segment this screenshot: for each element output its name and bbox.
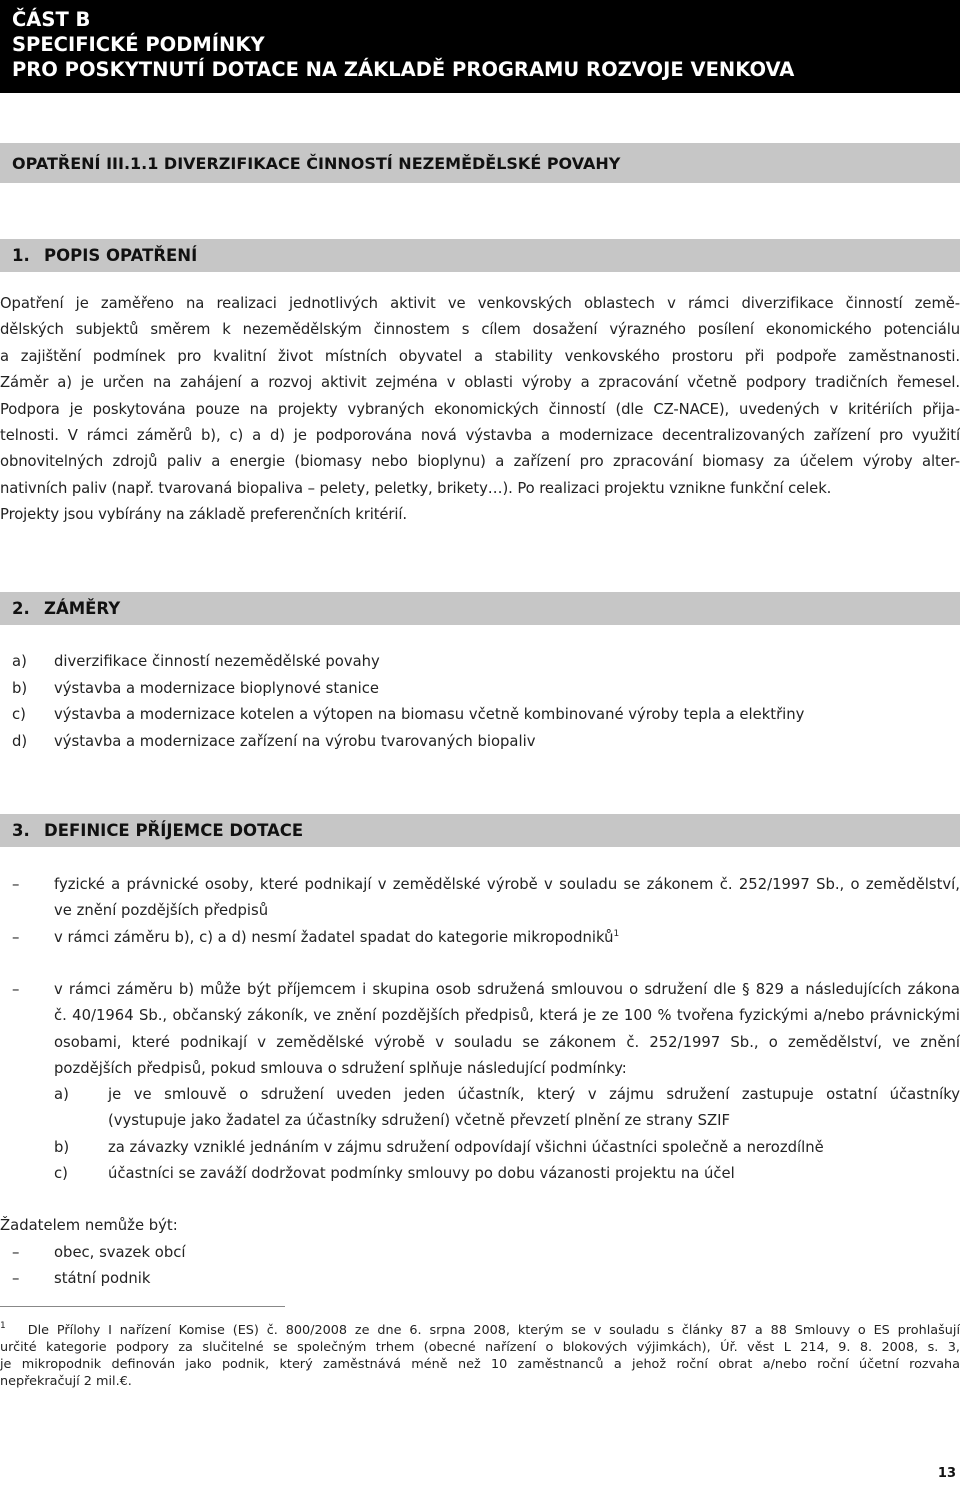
footnote-divider bbox=[0, 1306, 285, 1307]
paragraph-line: obnovitelných zdrojů paliv a energie (biomasy nebo bioplynu) a zařízení pro zpracování biomasy za účelem výroby alter- bbox=[0, 453, 960, 471]
item-label: d) bbox=[12, 733, 28, 750]
section-heading-1 bbox=[0, 239, 960, 272]
item-label: c) bbox=[12, 706, 26, 723]
condition-label: c) bbox=[54, 1165, 68, 1182]
item-text bbox=[54, 925, 960, 951]
section-number: 3. bbox=[12, 821, 30, 840]
paragraph-line: telnosti. V rámci záměrů b), c) a d) je podporována nová výstavba a modernizace decentralizovaných zařízení pro využití bbox=[0, 427, 960, 445]
section-number: 2. bbox=[12, 599, 30, 618]
document-header bbox=[0, 0, 960, 93]
paragraph-line: Opatření je zaměřeno na realizaci jednotlivých aktivit ve venkovských oblastech v rámci diverzifikace činností země- bbox=[0, 295, 960, 312]
section-number: 1. bbox=[12, 246, 30, 265]
item-text: v rámci záměru b) může být příjemcem i skupina osob sdružená smlouvou o sdružení dle § 829 a následujících zákona bbox=[54, 981, 960, 998]
dash-bullet: – bbox=[12, 981, 20, 998]
paragraph-line: a zajištění podmínek pro kvalitní život místních obyvatel a stability venkovského prostoru při podpoře zaměstnanosti. bbox=[0, 347, 960, 365]
footnote-line: nepřekračují 2 mil.€. bbox=[0, 1374, 132, 1389]
paragraph-line: nativních paliv (např. tvarovaná biopaliva – pelety, peletky, brikety…). Po realizaci projektu vznikne funkční celek. bbox=[0, 479, 832, 497]
item-text: výstavba a modernizace bioplynové stanice bbox=[54, 680, 379, 697]
footnote-line: určité kategorie podpory za slučitelné se společným trhem (obecné nařízení o blokových výjimkách), Úř. věst L 214, 9. 8. 2008, s. 3, bbox=[0, 1340, 960, 1355]
paragraph-line: dělských subjektů směrem k nezemědělským činnostem s cílem dosažení výrazného posílení ekonomického potenciálu bbox=[0, 321, 960, 339]
header-title: SPECIFICKÉ PODMÍNKY bbox=[12, 33, 265, 56]
condition-text: za závazky vzniklé jednáním v zájmu sdružení odpovídají všichni účastníci společně a nerozdílně bbox=[108, 1139, 824, 1156]
section-1-paragraph bbox=[0, 291, 960, 529]
header-subtitle: PRO POSKYTNUTÍ DOTACE NA ZÁKLADĚ PROGRAMU ROZVOJE VENKOVA bbox=[12, 58, 795, 81]
dash-bullet: – bbox=[12, 929, 20, 946]
condition-text: účastníci se zaváží dodržovat podmínky smlouvy po dobu vázanosti projektu na účel bbox=[108, 1165, 735, 1182]
item-text: obec, svazek obcí bbox=[54, 1244, 186, 1261]
item-text: státní podnik bbox=[54, 1270, 151, 1287]
item-text: fyzické a právnické osoby, které podnikají v zemědělské výrobě v souladu se zákonem č. 252/1997 Sb., o zemědělství, bbox=[54, 876, 960, 893]
footnote-line bbox=[0, 1322, 960, 1339]
footnote-ref: 1 bbox=[613, 929, 620, 939]
dash-bullet: – bbox=[12, 1270, 20, 1287]
section-heading-3 bbox=[0, 814, 960, 847]
condition-text: (vystupuje jako žadatel za účastníky sdružení) včetně převzetí plnění ze strany SZIF bbox=[108, 1112, 731, 1129]
condition-label: a) bbox=[54, 1086, 69, 1103]
page-number: 13 bbox=[937, 1466, 956, 1481]
paragraph-line: Podpora je poskytována pouze na projekty vybraných ekonomických činností (dle CZ-NACE), uvedených v kritériích přija- bbox=[0, 400, 960, 418]
item-text: výstavba a modernizace zařízení na výrobu tvarovaných biopaliv bbox=[54, 733, 536, 750]
dash-bullet: – bbox=[12, 876, 20, 893]
item-text: č. 40/1964 Sb., občanský zákoník, ve znění pozdějších předpisů, která je ze 100 % tvořena fyzickými a/nebo právnickými bbox=[54, 1007, 960, 1024]
item-text: ve znění pozdějších předpisů bbox=[54, 902, 269, 919]
footnote bbox=[0, 1322, 960, 1390]
item-label: a) bbox=[12, 653, 27, 670]
condition-text: je ve smlouvě o sdružení uveden jeden účastník, který v zájmu sdružení zastupuje ostatní účastníky bbox=[108, 1086, 960, 1103]
not-applicant-title: Žadatelem nemůže být: bbox=[0, 1217, 178, 1234]
paragraph-line: Záměr a) je určen na zahájení a rozvoj aktivit zejména v oblasti výroby a zpracování včetně podpory tradičních řemesel. bbox=[0, 374, 960, 392]
footnote-line: je mikropodnik definován jako podnik, který zaměstnává méně než 10 zaměstnanců a jehož roční obrat a/nebo roční účetní rozvaha bbox=[0, 1357, 960, 1372]
paragraph-line: Projekty jsou vybírány na základě preferenčních kritérií. bbox=[0, 506, 408, 524]
header-part: ČÁST B bbox=[12, 8, 91, 31]
condition-label: b) bbox=[54, 1139, 70, 1156]
section-title: POPIS OPATŘENÍ bbox=[44, 246, 198, 265]
item-text: osobami, které podnikají v zemědělské výrobě v souladu se zákonem č. 252/1997 Sb., o zemědělství, ve znění bbox=[54, 1034, 960, 1051]
dash-bullet: – bbox=[12, 1244, 20, 1261]
section-title: DEFINICE PŘÍJEMCE DOTACE bbox=[44, 821, 304, 840]
measure-title: OPATŘENÍ III.1.1 DIVERZIFIKACE ČINNOSTÍ NEZEMĚDĚLSKÉ POVAHY bbox=[0, 143, 960, 183]
item-text-main: v rámci záměru b), c) a d) nesmí žadatel spadat do kategorie mikropodniků bbox=[54, 929, 614, 946]
item-label: b) bbox=[12, 680, 28, 697]
item-text: výstavba a modernizace kotelen a výtopen na biomasu včetně kombinované výroby tepla a elektřiny bbox=[54, 706, 805, 723]
footnote-text: Dle Přílohy I nařízení Komise (ES) č. 800/2008 ze dne 6. srpna 2008, kterým se v souladu s články 87 a 88 Smlouvy o ES prohlašují bbox=[27, 1323, 960, 1338]
item-text: pozdějších předpisů, pokud smlouva o sdružení splňuje následující podmínky: bbox=[54, 1060, 627, 1077]
footnote-number: 1 bbox=[0, 1321, 6, 1331]
section-title: ZÁMĚRY bbox=[44, 599, 121, 618]
item-text: diverzifikace činností nezemědělské povahy bbox=[54, 653, 380, 670]
section-heading-2 bbox=[0, 592, 960, 625]
